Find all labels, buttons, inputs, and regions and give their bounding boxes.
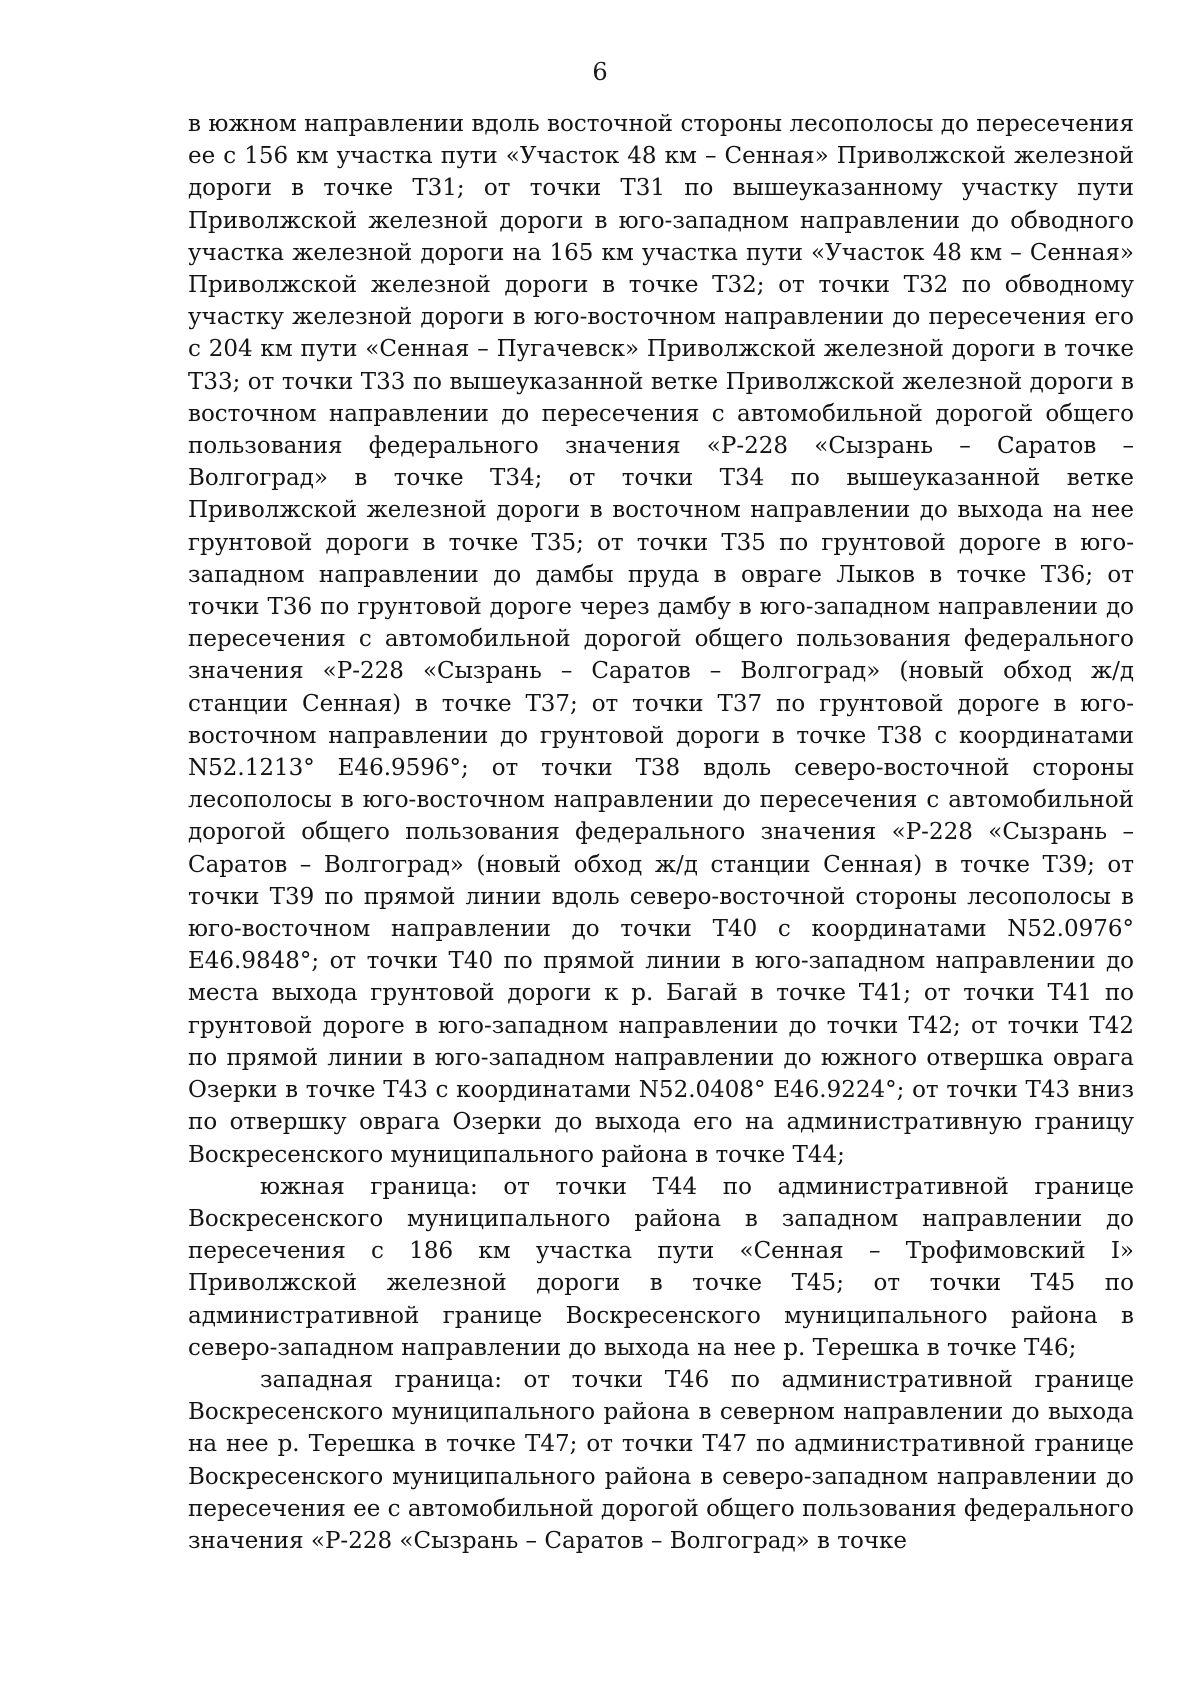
page-number: 6 (592, 58, 608, 86)
paragraph-west-border: западная граница: от точки Т46 по административной границе Воскресенского муниципального района в северном направлении до выхода на нее р. Терешка в точке Т47; от точки Т47 по административной границе Воскресенского муниципального района в северо-западном направлении до пересечения ее с автомобильной дорогой общего пользования федерального значения «Р-228 «Сызрань – Саратов – Волгоград» в точке (188, 1366, 1134, 1554)
paragraph-continuation: в южном направлении вдоль восточной стороны лесополосы до пересечения ее с 156 км участка пути «Участок 48 км – Сенная» Приволжской железной дороги в точке Т31; от точки Т31 по вышеуказанному участку пути Приволжской железной дороги в юго-западном направлении до обводного участка железной дороги на 165 км участка пути «Участок 48 км – Сенная» Приволжской железной дороги в точке Т32; от точки Т32 по обводному участку железной дороги в юго-восточном направлении до пересечения его с 204 км пути «Сенная – Пугачевск» Приволжской железной дороги в точке Т33; от точки Т33 по вышеуказанной ветке Приволжской железной дороги в восточном направлении до пересечения с автомобильной дорогой общего пользования федерального значения «Р-228 «Сызрань – Саратов – Волгоград» в точке Т34; от точки Т34 по вышеуказанной ветке Приволжской железной дороги в восточном направлении до выхода на нее грунтовой дороги в точке Т35; от точки Т35 по грунтовой дороге в юго-западном направлении до дамбы пруда в овраге Лыков в точке Т36; от точки Т36 по грунтовой дороге через дамбу в юго-западном направлении до пересечения с автомобильной дорогой общего пользования федерального значения «Р-228 «Сызрань – Саратов – Волгоград» (новый обход ж/д станции Сенная) в точке Т37; от точки Т37 по грунтовой дороге в юго-восточном направлении до грунтовой дороги в точке Т38 с координатами N52.1213° E46.9596°; от точки Т38 вдоль северо-восточной стороны лесополосы в юго-восточном направлении до пересечения с автомобильной дорогой общего пользования федерального значения «Р-228 «Сызрань – Саратов – Волгоград» (новый обход ж/д станции Сенная) в точке Т39; от точки Т39 по прямой линии вдоль северо-восточной стороны лесополосы в юго-восточном направлении до точки Т40 с координатами N52.0976° E46.9848°; от точки Т40 по прямой линии в юго-западном направлении до места выхода грунтовой дороги к р. Багай в точке Т41; от точки Т41 по грунтовой дороге в юго-западном направлении до точки Т42; от точки Т42 по прямой линии в юго-западном направлении до южного отвершка оврага Озерки в точке Т43 с координатами N52.0408° E46.9224°; от точки Т43 вниз по отвершку оврага Озерки до выхода его на административную границу Воскресенского муниципального района в точке Т44; (188, 111, 1134, 1168)
document-body (188, 108, 1134, 1557)
paragraph-south-border: южная граница: от точки Т44 по административной границе Воскресенского муниципального района в западном направлении до пересечения с 186 км участка пути «Сенная – Трофимовский I» Приволжской железной дороги в точке Т45; от точки Т45 по административной границе Воскресенского муниципального района в северо-западном направлении до выхода на нее р. Терешка в точке Т46; (188, 1173, 1134, 1361)
